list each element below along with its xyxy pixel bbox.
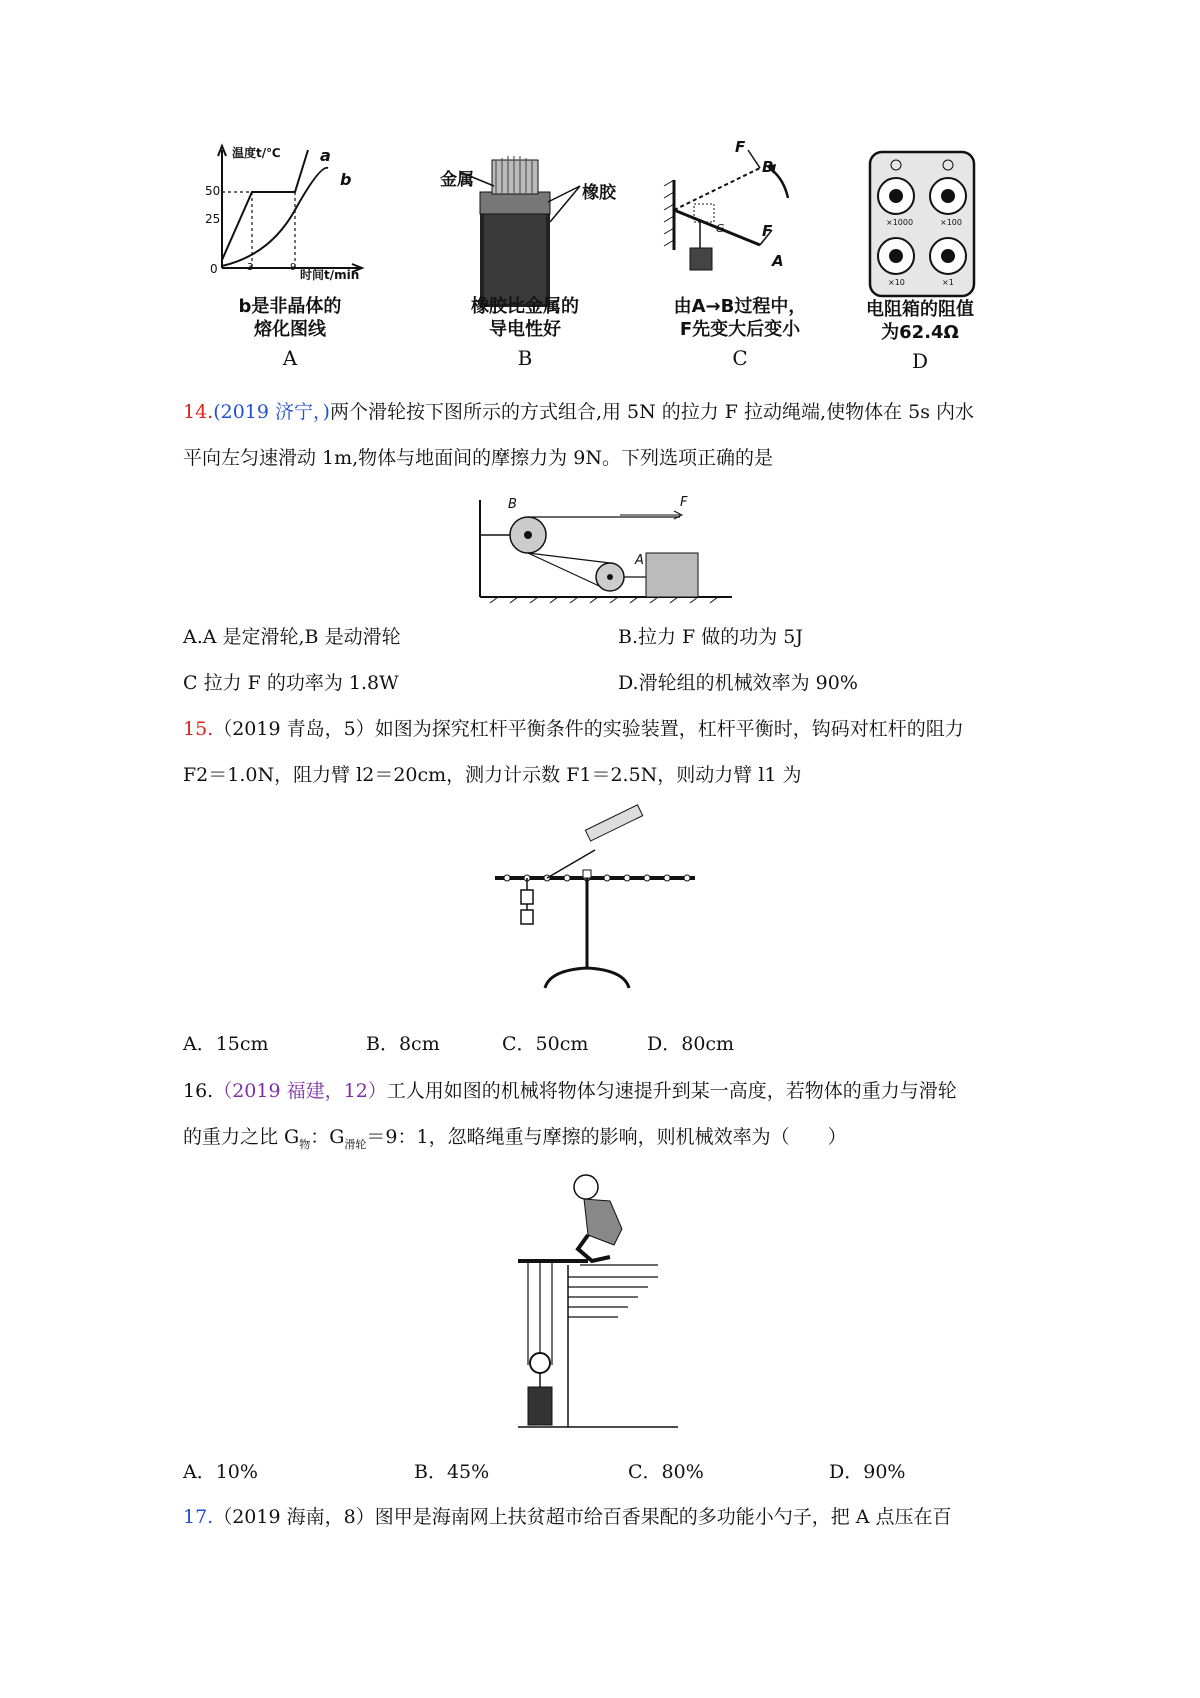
figure-d-caption-1: 电阻箱的阻值 (866, 299, 974, 320)
figure-b-caption-1: 橡胶比金属的 (471, 296, 579, 317)
graph-tick-50: 50 (205, 184, 221, 198)
q14-line-2: 平向左匀速滑动 1m,物体与地面间的摩擦力为 9N。下列选项正确的是 (183, 447, 773, 469)
q14-fig-label-b: B (508, 497, 517, 512)
q16-line-1 (183, 1077, 957, 1105)
graph-x-label: 时间t/min (300, 268, 360, 282)
q16-line-2: 的重力之比 $G_物$：$G_{滑轮}=9$：1，忽略绳重与摩擦的影响，则机械效率为（ ） (183, 1126, 847, 1151)
figure-d-caption-2: 为62.4Ω (881, 322, 959, 343)
q14-option-a[interactable]: A.A 是定滑轮,B 是动滑轮 (183, 626, 401, 648)
q15-line-2: F2＝1.0N，阻力臂 l2＝20cm，测力计示数 F1＝2.5N，则动力臂 l1 为 (183, 764, 802, 786)
q15-lever-figure (495, 820, 705, 1000)
q14-fig-label-f: F (680, 495, 688, 510)
q14-source: (2019 济宁，) (213, 401, 330, 423)
q16-number: 16. (183, 1080, 214, 1102)
graph-tick-25: 25 (205, 212, 221, 226)
graph-tick-9: 9 (290, 262, 297, 273)
q15-option-c[interactable]: C．50cm (502, 1033, 589, 1055)
dial-label-10: ×10 (888, 278, 905, 287)
figure-a-caption-2: 熔化图线 (254, 319, 326, 340)
q15-line-1 (183, 715, 964, 743)
q16-source: （2019 福建，12） (213, 1080, 387, 1102)
q17-line-1 (183, 1503, 952, 1531)
q14-option-c[interactable]: C 拉力 F 的功率为 1.8W (183, 672, 399, 694)
label-rubber: 橡胶 (582, 183, 616, 203)
figure-c-caption-2: F先变大后变小 (679, 319, 801, 340)
q14-fig-label-a: A (635, 553, 644, 568)
q17-text: （2019 海南，8）图甲是海南网上扶贫超市给百香果配的多功能小勺子，把 A 点压在百 (213, 1506, 952, 1528)
dial-label-100: ×100 (940, 218, 962, 227)
label-g: G (716, 222, 725, 235)
figure-b-caption-2: 导电性好 (489, 319, 561, 340)
q17-number: 17. (183, 1506, 214, 1528)
q15-text-1: （2019 青岛，5）如图为探究杠杆平衡条件的实验装置，杠杆平衡时，钩码对杠杆的阻力 (213, 718, 964, 740)
q16-option-b[interactable]: B．45% (414, 1461, 490, 1483)
curve-a-label: a (320, 146, 331, 165)
figure-b-letter: B (517, 346, 533, 370)
figure-c-caption-1: 由A→B过程中， (673, 296, 807, 317)
curve-b (222, 168, 328, 266)
q14-option-b[interactable]: B.拉力 F 做的功为 5J (618, 626, 804, 648)
curve-b-label: b (340, 170, 352, 189)
q14-line-1 (183, 398, 974, 426)
dial-label-1000: ×1000 (886, 218, 914, 227)
q15-option-b[interactable]: B．8cm (366, 1033, 440, 1055)
graph-y-label: 温度t/℃ (232, 146, 281, 160)
q16-option-d[interactable]: D．90% (829, 1461, 906, 1483)
q15-number: 15. (183, 718, 214, 740)
figure-d-letter: D (911, 349, 929, 373)
q15-option-d[interactable]: D．80cm (647, 1033, 735, 1055)
figure-c-lever (660, 140, 810, 300)
figure-a-letter: A (282, 346, 298, 370)
q16-option-a[interactable]: A．10% (183, 1461, 258, 1483)
q16-worker-figure (518, 1165, 678, 1435)
graph-tick-3: 3 (247, 262, 254, 273)
q15-option-a[interactable]: A．15cm (183, 1033, 269, 1055)
label-f-bottom: F (762, 222, 773, 240)
figure-b-cable (470, 142, 590, 312)
label-b-point: B (762, 158, 774, 176)
figure-c-letter: C (732, 346, 748, 370)
figure-a-caption-1: b是非晶体的 (238, 296, 342, 317)
dial-label-1: ×1 (942, 278, 954, 287)
label-metal: 金属 (440, 170, 474, 190)
label-a-point: A (772, 252, 784, 270)
q14-number: 14. (183, 401, 214, 423)
label-f-top: F (735, 138, 746, 156)
graph-origin: 0 (210, 262, 218, 276)
q14-option-d[interactable]: D.滑轮组的机械效率为 90% (618, 672, 858, 694)
q16-text-1: 工人用如图的机械将物体匀速提升到某一高度，若物体的重力与滑轮 (386, 1080, 957, 1102)
q16-option-c[interactable]: C．80% (628, 1461, 704, 1483)
q14-text-1: 两个滑轮按下图所示的方式组合,用 5N 的拉力 F 拉动绳端,使物体在 5s 内水 (329, 401, 974, 423)
